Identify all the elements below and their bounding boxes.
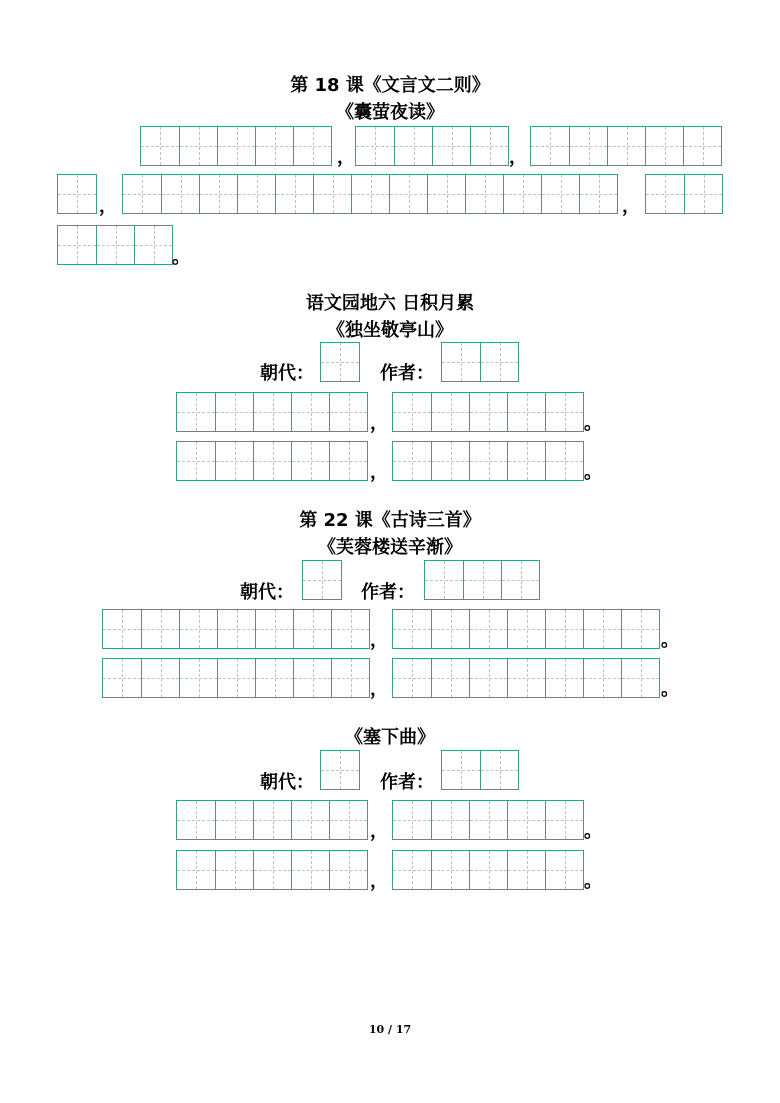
grid-cell[interactable] [545,801,583,839]
grid-cell[interactable] [141,610,179,648]
grid-cell[interactable] [569,127,607,165]
grid-cell[interactable] [275,175,313,213]
writing-grid[interactable] [176,441,368,481]
writing-grid[interactable] [102,609,370,649]
grid-cell[interactable] [579,175,617,213]
grid-cell[interactable] [293,659,331,697]
grid-cell[interactable] [684,175,722,213]
grid-cell[interactable] [507,442,545,480]
comma-mark: ， [370,413,388,434]
grid-cell[interactable] [442,751,480,789]
grid-cell[interactable] [217,127,255,165]
writing-grid[interactable] [176,392,368,432]
grid-cell[interactable] [215,801,253,839]
comma-mark: ， [370,821,388,842]
dynasty-grid[interactable] [320,750,360,790]
dynasty-label: 朝代： [260,363,314,384]
grid-cell[interactable] [177,851,215,889]
writing-grid[interactable] [645,174,723,214]
grid-cell[interactable] [507,610,545,648]
poem-title: 《芙蓉楼送辛渐》 [318,537,462,558]
period-mark: 。 [172,247,190,268]
writing-grid[interactable] [140,126,332,166]
dynasty-label: 朝代： [260,772,314,793]
writing-grid[interactable] [57,225,173,265]
grid-cell[interactable] [237,175,275,213]
grid-cell[interactable] [507,801,545,839]
grid-cell[interactable] [465,175,503,213]
grid-cell[interactable] [503,175,541,213]
comma-mark: ， [337,147,355,168]
grid-cell[interactable] [469,393,507,431]
page-number: 10 / 17 [368,1023,412,1036]
poem-title: 《囊萤夜读》 [336,102,444,123]
grid-cell[interactable] [303,561,341,599]
grid-cell[interactable] [545,610,583,648]
writing-grid[interactable] [176,800,368,840]
grid-cell[interactable] [96,226,134,264]
grid-cell[interactable] [215,851,253,889]
grid-cell[interactable] [123,175,161,213]
grid-cell[interactable] [351,175,389,213]
grid-cell[interactable] [469,851,507,889]
grid-cell[interactable] [531,127,569,165]
comma-mark: ， [370,462,388,483]
section-heading: 第 22 课《古诗三首》 [299,510,481,531]
grid-cell[interactable] [255,610,293,648]
comma-mark: ， [370,679,388,700]
grid-cell[interactable] [621,659,659,697]
grid-cell[interactable] [255,127,293,165]
grid-cell[interactable] [217,610,255,648]
grid-cell[interactable] [329,801,367,839]
author-label: 作者： [361,582,415,603]
grid-cell[interactable] [545,851,583,889]
grid-cell[interactable] [507,393,545,431]
grid-cell[interactable] [442,343,480,381]
period-mark: 。 [584,413,602,434]
grid-cell[interactable] [313,175,351,213]
poem-title: 《独坐敬亭山》 [327,320,453,341]
grid-cell[interactable] [470,127,508,165]
grid-cell[interactable] [179,659,217,697]
period-mark: 。 [584,462,602,483]
grid-cell[interactable] [179,610,217,648]
grid-cell[interactable] [291,801,329,839]
comma-mark: ， [622,196,640,217]
comma-mark: ， [370,630,388,651]
poem-title: 《塞下曲》 [345,727,435,748]
grid-cell[interactable] [393,393,431,431]
author-grid[interactable] [441,342,519,382]
grid-cell[interactable] [469,442,507,480]
grid-cell[interactable] [432,127,470,165]
grid-cell[interactable] [161,175,199,213]
grid-cell[interactable] [177,442,215,480]
writing-grid[interactable] [57,174,97,214]
grid-cell[interactable] [179,127,217,165]
grid-cell[interactable] [141,127,179,165]
grid-cell[interactable] [356,127,394,165]
writing-grid[interactable] [102,658,370,698]
grid-cell[interactable] [394,127,432,165]
grid-cell[interactable] [425,561,463,599]
grid-cell[interactable] [331,610,369,648]
grid-cell[interactable] [507,851,545,889]
grid-cell[interactable] [507,659,545,697]
grid-cell[interactable] [545,659,583,697]
grid-cell[interactable] [469,659,507,697]
period-mark: 。 [584,821,602,842]
author-grid[interactable] [441,750,519,790]
writing-grid[interactable] [122,174,618,214]
grid-cell[interactable] [583,610,621,648]
writing-grid[interactable] [392,800,584,840]
grid-cell[interactable] [321,751,359,789]
grid-cell[interactable] [134,226,172,264]
grid-cell[interactable] [293,127,331,165]
grid-cell[interactable] [393,442,431,480]
comma-mark: ， [370,871,388,892]
author-grid[interactable] [424,560,540,600]
grid-cell[interactable] [583,659,621,697]
section-heading: 语文园地六 日积月累 [305,293,475,314]
grid-cell[interactable] [393,610,431,648]
grid-cell[interactable] [255,659,293,697]
comma-mark: ， [509,147,527,168]
grid-cell[interactable] [329,851,367,889]
grid-cell[interactable] [393,659,431,697]
grid-cell[interactable] [58,226,96,264]
grid-cell[interactable] [291,442,329,480]
grid-cell[interactable] [291,393,329,431]
grid-cell[interactable] [541,175,579,213]
grid-cell[interactable] [293,610,331,648]
grid-cell[interactable] [58,175,96,213]
grid-cell[interactable] [215,442,253,480]
grid-cell[interactable] [545,393,583,431]
grid-cell[interactable] [431,610,469,648]
writing-grid[interactable] [530,126,722,166]
grid-cell[interactable] [103,659,141,697]
grid-cell[interactable] [215,393,253,431]
author-label: 作者： [380,772,434,793]
grid-cell[interactable] [431,801,469,839]
grid-cell[interactable] [645,127,683,165]
grid-cell[interactable] [427,175,465,213]
writing-grid[interactable] [355,126,509,166]
grid-cell[interactable] [431,442,469,480]
grid-cell[interactable] [177,801,215,839]
grid-cell[interactable] [646,175,684,213]
writing-grid[interactable] [392,392,584,432]
dynasty-label: 朝代： [240,582,294,603]
grid-cell[interactable] [253,442,291,480]
grid-cell[interactable] [253,851,291,889]
grid-cell[interactable] [607,127,645,165]
author-label: 作者： [380,363,434,384]
grid-cell[interactable] [253,393,291,431]
period-mark: 。 [661,630,679,651]
grid-cell[interactable] [329,393,367,431]
grid-cell[interactable] [621,610,659,648]
writing-grid[interactable] [392,441,584,481]
grid-cell[interactable] [199,175,237,213]
grid-cell[interactable] [431,393,469,431]
grid-cell[interactable] [141,659,179,697]
grid-cell[interactable] [463,561,501,599]
grid-cell[interactable] [683,127,721,165]
grid-cell[interactable] [545,442,583,480]
writing-grid[interactable] [176,850,368,890]
period-mark: 。 [661,679,679,700]
grid-cell[interactable] [501,561,539,599]
grid-cell[interactable] [469,801,507,839]
dynasty-grid[interactable] [302,560,342,600]
grid-cell[interactable] [177,393,215,431]
writing-grid[interactable] [392,658,660,698]
grid-cell[interactable] [103,610,141,648]
grid-cell[interactable] [253,801,291,839]
writing-grid[interactable] [392,609,660,649]
grid-cell[interactable] [331,659,369,697]
dynasty-grid[interactable] [320,342,360,382]
grid-cell[interactable] [217,659,255,697]
writing-grid[interactable] [392,850,584,890]
grid-cell[interactable] [291,851,329,889]
grid-cell[interactable] [431,851,469,889]
period-mark: 。 [584,871,602,892]
grid-cell[interactable] [329,442,367,480]
grid-cell[interactable] [480,751,518,789]
grid-cell[interactable] [469,610,507,648]
comma-mark: ， [99,196,117,217]
grid-cell[interactable] [389,175,427,213]
grid-cell[interactable] [393,851,431,889]
grid-cell[interactable] [321,343,359,381]
grid-cell[interactable] [393,801,431,839]
section-heading: 第 18 课《文言文二则》 [290,75,490,96]
grid-cell[interactable] [431,659,469,697]
grid-cell[interactable] [480,343,518,381]
